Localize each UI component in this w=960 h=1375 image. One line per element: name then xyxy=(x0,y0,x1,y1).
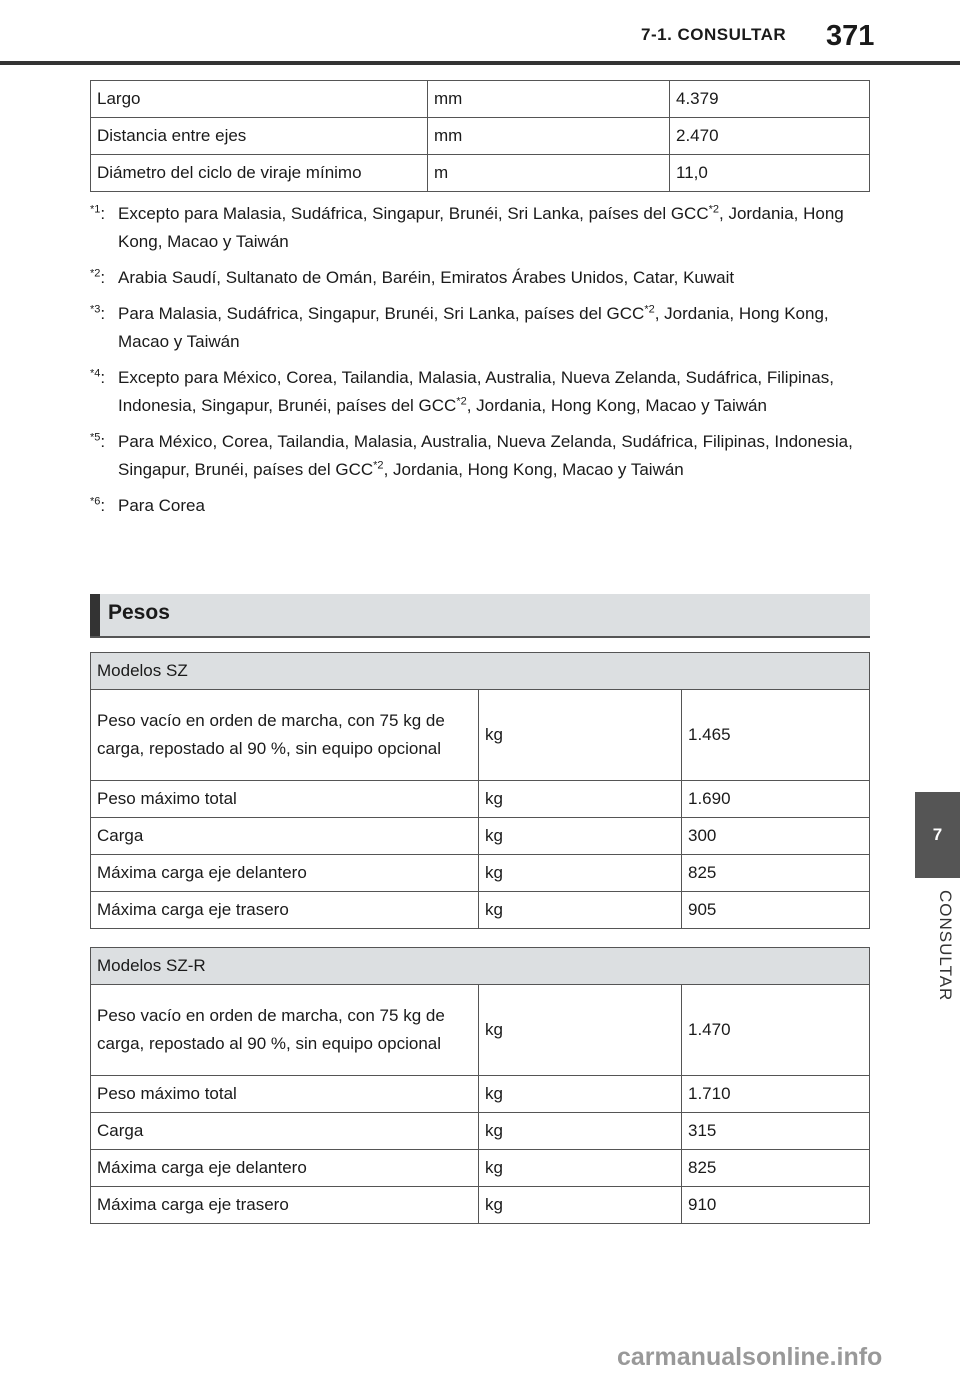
table-title-cell: Modelos SZ xyxy=(91,653,870,690)
footnote-text: Excepto para Malasia, Sudáfrica, Singapur, Brunéi, Sri Lanka, países del GCC$^{*2}$, Jordania, Hong Kong, Macao y Taiwán xyxy=(118,203,844,251)
table-row xyxy=(91,690,870,781)
table-cell: kg xyxy=(479,690,682,781)
section-title-header: 7-1. CONSULTAR xyxy=(641,25,787,44)
table-cell: mm xyxy=(428,118,670,155)
table-cell: 11,0 xyxy=(670,155,870,192)
table-cell: 315 xyxy=(682,1113,870,1150)
table-cell: Carga xyxy=(91,1113,479,1150)
footnote xyxy=(90,200,870,256)
table-row xyxy=(91,1150,870,1187)
footnote-text: Excepto para México, Corea, Tailandia, Malasia, Australia, Nueva Zelanda, Sudáfrica, Filipinas, Indonesia, Singapur, Brunéi, países del GCC$^{*2}$, Jordania, Hong Kong, Macao y Taiwán xyxy=(118,368,834,415)
table-cell: 825 xyxy=(682,855,870,892)
footnotes xyxy=(90,200,870,528)
table-cell: kg xyxy=(479,1150,682,1187)
footnote-mark: $^{*4}$: xyxy=(90,367,106,387)
table-cell: kg xyxy=(479,985,682,1076)
table-row xyxy=(91,1187,870,1224)
table-cell: Largo xyxy=(91,81,428,118)
footnote xyxy=(90,264,870,292)
footnote-mark: $^{*3}$: xyxy=(90,303,106,323)
footnote-text: Para México, Corea, Tailandia, Malasia, Australia, Nueva Zelanda, Sudáfrica, Filipinas, Indonesia, Singapur, Brunéi, países del GCC$^{*2}$, Jordania, Hong Kong, Macao y Taiwán xyxy=(118,432,853,479)
table-cell: kg xyxy=(479,1076,682,1113)
footnote-mark: $^{*2}$: xyxy=(90,267,106,287)
table-cell: kg xyxy=(479,892,682,929)
table-row xyxy=(91,818,870,855)
table-cell: Peso máximo total xyxy=(91,781,479,818)
footnote-text: Arabia Saudí, Sultanato de Omán, Baréin, Emiratos Árabes Unidos, Catar, Kuwait xyxy=(118,268,735,287)
table-cell: Carga xyxy=(91,818,479,855)
table-cell: Diámetro del ciclo de viraje mínimo xyxy=(91,155,428,192)
weights-table-sz xyxy=(90,652,870,929)
section-heading-text: Pesos xyxy=(108,601,170,624)
footnote xyxy=(90,300,870,356)
footnote-mark: $^{*5}$: xyxy=(90,431,106,451)
header-rule xyxy=(0,61,960,65)
table-row xyxy=(91,118,870,155)
table-cell: 1.690 xyxy=(682,781,870,818)
table-cell: 1.470 xyxy=(682,985,870,1076)
footnote xyxy=(90,492,870,520)
table-cell: Peso vacío en orden de marcha, con 75 kg de carga, repostado al 90 %, sin equipo opcional xyxy=(91,690,479,781)
table-cell: 2.470 xyxy=(670,118,870,155)
table-cell: mm xyxy=(428,81,670,118)
table-header-row xyxy=(91,948,870,985)
table-cell: Peso vacío en orden de marcha, con 75 kg de carga, repostado al 90 %, sin equipo opcional xyxy=(91,985,479,1076)
table-cell: 825 xyxy=(682,1150,870,1187)
section-heading xyxy=(90,594,870,638)
table-row xyxy=(91,985,870,1076)
section-heading-bar xyxy=(90,594,100,636)
chapter-label: CONSULTAR xyxy=(936,890,955,1002)
page-number: 371 xyxy=(826,20,875,52)
table-row xyxy=(91,1113,870,1150)
weights-table-szr xyxy=(90,947,870,1224)
footnote-mark: $^{*1}$: xyxy=(90,203,106,223)
table-cell: 300 xyxy=(682,818,870,855)
table-cell: kg xyxy=(479,781,682,818)
footnote xyxy=(90,364,870,420)
watermark: carmanualsonline.info xyxy=(617,1343,883,1371)
table-cell: kg xyxy=(479,855,682,892)
table-cell: 1.710 xyxy=(682,1076,870,1113)
table-cell: Distancia entre ejes xyxy=(91,118,428,155)
footnote-text: Para Malasia, Sudáfrica, Singapur, Brunéi, Sri Lanka, países del GCC$^{*2}$, Jordania, Hong Kong, Macao y Taiwán xyxy=(118,303,829,351)
chapter-number: 7 xyxy=(932,825,943,844)
table-row xyxy=(91,155,870,192)
table-cell: m xyxy=(428,155,670,192)
table-cell: Peso máximo total xyxy=(91,1076,479,1113)
table-cell: kg xyxy=(479,818,682,855)
footnote-text: Para Corea xyxy=(118,496,205,515)
table-row xyxy=(91,855,870,892)
table-cell: Máxima carga eje delantero xyxy=(91,1150,479,1187)
chapter-tab xyxy=(915,792,960,878)
table-row xyxy=(91,1076,870,1113)
table-title-cell: Modelos SZ-R xyxy=(91,948,870,985)
page-header xyxy=(0,0,960,66)
table-row xyxy=(91,781,870,818)
table-cell: Máxima carga eje trasero xyxy=(91,1187,479,1224)
table-cell: kg xyxy=(479,1113,682,1150)
dimensions-table xyxy=(90,80,870,192)
table-cell: 4.379 xyxy=(670,81,870,118)
table-cell: Máxima carga eje trasero xyxy=(91,892,479,929)
table-row xyxy=(91,892,870,929)
footnote-mark: $^{*6}$: xyxy=(90,495,106,515)
table-cell: 910 xyxy=(682,1187,870,1224)
table-cell: 1.465 xyxy=(682,690,870,781)
table-cell: kg xyxy=(479,1187,682,1224)
footnote xyxy=(90,428,870,484)
table-row xyxy=(91,81,870,118)
table-cell: Máxima carga eje delantero xyxy=(91,855,479,892)
table-header-row xyxy=(91,653,870,690)
table-cell: 905 xyxy=(682,892,870,929)
